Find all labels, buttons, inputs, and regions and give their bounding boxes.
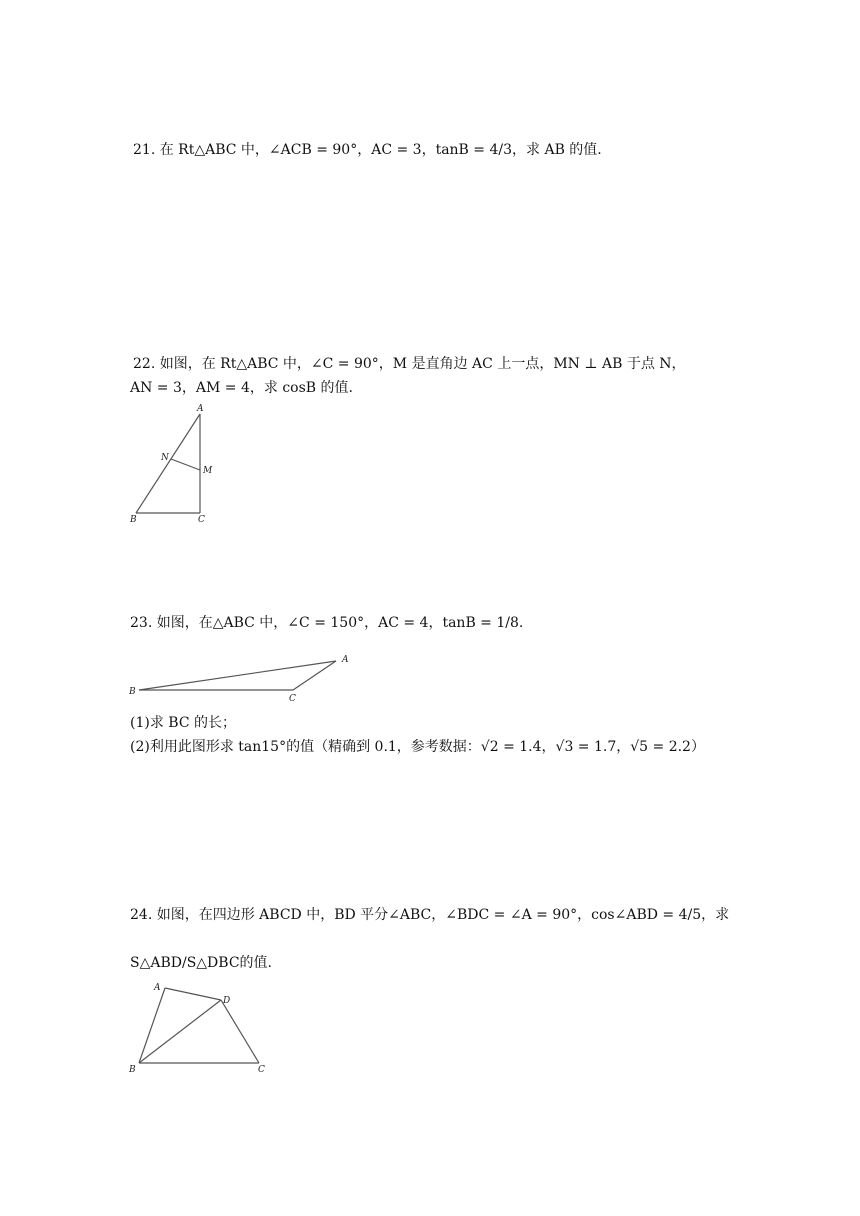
segment-ba <box>136 414 200 513</box>
question-24-line-1: 24. 如图，在四边形 ABCD 中，BD 平分∠ABC，∠BDC = ∠A = 90°，cos∠ABD = 4/5，求 <box>130 907 730 923</box>
figure-q23-triangle <box>125 650 365 710</box>
segment-bd <box>139 1000 221 1063</box>
label-c: C <box>289 694 296 704</box>
label-a: A <box>197 404 204 414</box>
segment-ba <box>139 988 165 1063</box>
question-22-line-1: 22. 如图，在 Rt△ABC 中，∠C = 90°，M 是直角边 AC 上一点，MN ⊥ AB 于点 N， <box>133 356 686 372</box>
label-m: M <box>203 466 213 476</box>
segment-dc <box>221 1000 259 1063</box>
question-23-stem: 23. 如图，在△ABC 中，∠C = 150°，AC = 4，tanB = 1/8. <box>130 615 524 631</box>
question-23-part-2: (2)利用此图形求 tan15°的值（精确到 0.1，参考数据：√2 = 1.4，√3 = 1.7，√5 = 2.2） <box>130 739 705 755</box>
segment-ad <box>165 988 221 1000</box>
segment-ba <box>139 661 336 690</box>
figure-q22-triangle <box>125 400 225 530</box>
label-b: B <box>130 515 137 525</box>
label-d: D <box>223 996 231 1006</box>
label-a: A <box>154 983 161 993</box>
question-23-part-1: (1)求 BC 的长； <box>130 715 236 731</box>
label-a: A <box>342 655 349 665</box>
figure-q24-quadrilateral <box>125 978 285 1078</box>
label-b: B <box>129 687 136 697</box>
label-n: N <box>161 453 169 463</box>
label-c: C <box>258 1065 265 1075</box>
label-c: C <box>198 515 205 525</box>
segment-ca <box>293 661 336 690</box>
question-21: 21. 在 Rt△ABC 中，∠ACB = 90°，AC = 3，tanB = 4/3，求 AB 的值. <box>133 142 602 158</box>
segment-nm <box>171 459 200 470</box>
question-22-line-2: AN = 3，AM = 4，求 cosB 的值. <box>130 380 353 396</box>
label-b: B <box>129 1065 136 1075</box>
question-24-line-2: S△ABD/S△DBC的值. <box>130 955 272 971</box>
